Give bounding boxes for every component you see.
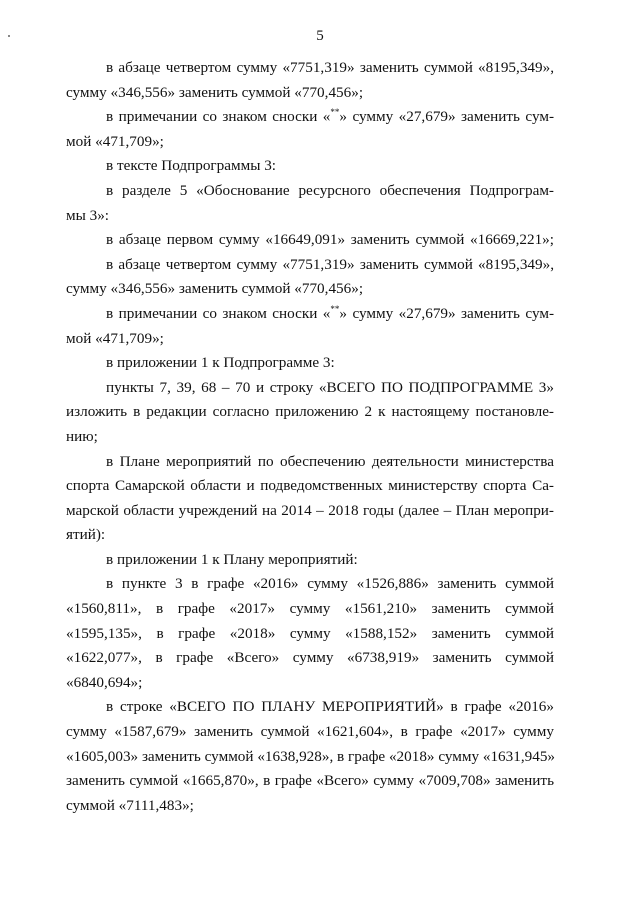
text-segment: в примечании со знаком сноски «	[106, 108, 331, 126]
text-line: заменить суммой «1665,870», в графе «Всего» сумму «7009,708» заменить	[66, 772, 554, 790]
text-line: в пункте 3 в графе «2016» сумму «1526,886» заменить суммой	[106, 575, 554, 593]
body-text	[66, 56, 554, 818]
text-line: «1622,077», в графе «Всего» сумму «6738,919» заменить суммой	[66, 649, 554, 667]
page-number: 5	[316, 28, 324, 44]
text-line: мой «471,709»;	[66, 132, 164, 150]
footnote-mark: **	[330, 107, 340, 118]
footnote-mark: **	[330, 303, 340, 314]
text-line: сумму «1587,679» заменить суммой «1621,604», в графе «2017» сумму	[66, 723, 554, 741]
text-line: суммой «7111,483»;	[66, 796, 194, 814]
text-line: спорта Самарской области и подведомственных министерству спорта Са-	[66, 477, 554, 495]
text-line: в абзаце первом сумму «16649,091» заменить суммой «16669,221»;	[106, 231, 554, 249]
text-line: «6840,694»;	[66, 673, 143, 691]
text-line: ятий):	[66, 526, 106, 544]
text-line: изложить в редакции согласно приложению 2 к настоящему постановле-	[66, 403, 554, 421]
text-line: сумму «346,556» заменить суммой «770,456»;	[66, 280, 364, 298]
text-line: в приложении 1 к Плану мероприятий:	[106, 550, 358, 568]
text-segment: » сумму «27,679» заменить сум-	[339, 304, 555, 322]
text-line: пункты 7, 39, 68 – 70 и строку «ВСЕГО ПО ПОДПРОГРАММЕ 3»	[106, 378, 554, 396]
text-line: в приложении 1 к Подпрограмме 3:	[106, 354, 335, 372]
text-line: сумму «346,556» заменить суммой «770,456»;	[66, 83, 364, 101]
text-line: марской области учреждений на 2014 – 2018 годы (далее – План меропри-	[66, 501, 554, 519]
text-line: в абзаце четвертом сумму «7751,319» заменить суммой «8195,349»,	[106, 59, 554, 76]
text-line: «1560,811», в графе «2017» сумму «1561,210» заменить суммой	[66, 600, 554, 618]
text-line	[66, 105, 554, 130]
text-line: «1595,135», в графе «2018» сумму «1588,152» заменить суммой	[66, 624, 554, 642]
text-line: нию;	[66, 427, 98, 445]
text-line: в тексте Подпрограммы 3:	[106, 157, 277, 175]
text-line: в строке «ВСЕГО ПО ПЛАНУ МЕРОПРИЯТИЙ» в графе «2016»	[106, 698, 554, 716]
text-line: в разделе 5 «Обоснование ресурсного обеспечения Подпрограм-	[106, 181, 554, 199]
text-segment: в примечании со знаком сноски «	[106, 304, 331, 322]
text-line: мой «471,709»;	[66, 329, 164, 347]
text-line	[66, 302, 554, 327]
text-line: мы 3»:	[66, 206, 110, 224]
text-line: в абзаце четвертом сумму «7751,319» заменить суммой «8195,349»,	[106, 255, 554, 273]
text-line: в Плане мероприятий по обеспечению деятельности министерства	[106, 452, 554, 470]
text-line: «1605,003» заменить суммой «1638,928», в графе «2018» сумму «1631,945»	[66, 747, 556, 765]
text-segment: » сумму «27,679» заменить сум-	[339, 108, 555, 126]
